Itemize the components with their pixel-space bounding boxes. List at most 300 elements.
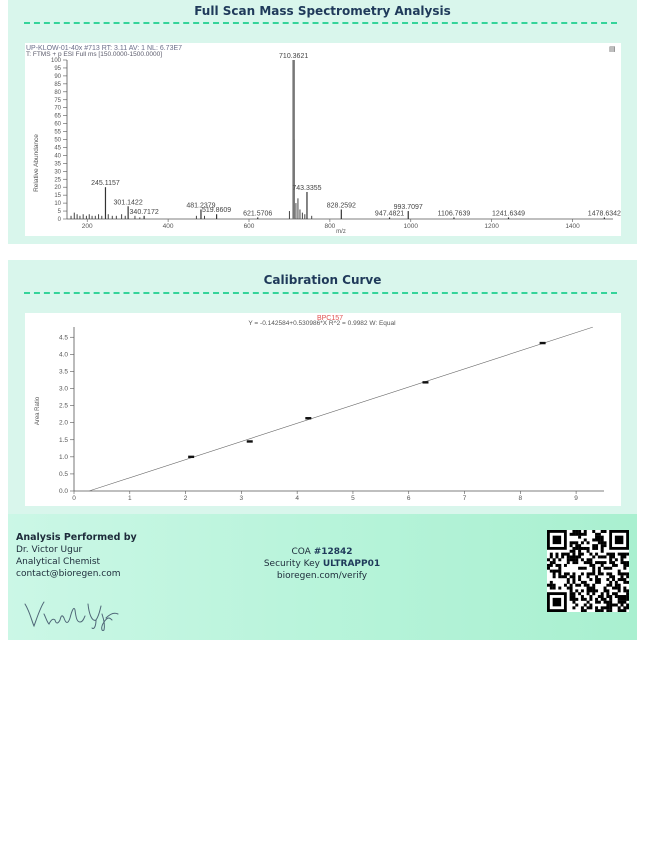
qr-module [621, 601, 624, 604]
qr-module [592, 538, 595, 541]
ms-peak-label: 1106.7639 [437, 210, 471, 218]
qr-module [609, 572, 612, 575]
qr-module [558, 587, 561, 590]
ms-peak-label: 621.5706 [243, 210, 273, 218]
qr-module [570, 550, 573, 553]
qr-module [581, 609, 584, 612]
ms-y-tick-label: 30 [54, 169, 61, 176]
qr-module [570, 587, 573, 590]
qr-module [570, 555, 573, 558]
qr-module [595, 538, 598, 541]
qr-module [553, 572, 556, 575]
qr-module [575, 598, 578, 601]
qr-module [575, 533, 578, 536]
qr-module [604, 598, 607, 601]
qr-module [623, 555, 626, 558]
qr-module [587, 558, 590, 561]
qr-module [572, 553, 575, 556]
qr-module [623, 598, 626, 601]
ms-header-line2: T: FTMS + p ESI Full ms [150.0000-1500.0000] [26, 51, 163, 58]
qr-module [598, 538, 601, 541]
qr-module [609, 558, 612, 561]
qr-module [561, 553, 564, 556]
cal-x-tick-label: 5 [351, 495, 355, 502]
ms-peak-label: 743.3355 [292, 184, 322, 192]
qr-module [604, 561, 607, 564]
qr-module [612, 604, 615, 607]
qr-module [609, 553, 612, 556]
qr-module [621, 572, 624, 575]
ms-y-tick-label: 0 [57, 217, 61, 223]
qr-module [592, 555, 595, 558]
qr-module [570, 575, 573, 578]
qr-module [612, 555, 615, 558]
qr-module [553, 561, 556, 564]
qr-module [578, 533, 581, 536]
qr-module [589, 572, 592, 575]
qr-module [581, 589, 584, 592]
qr-module [601, 541, 604, 544]
qr-module [606, 609, 609, 612]
ms-y-tick-label: 90 [54, 73, 61, 80]
qr-module [584, 584, 587, 587]
cal-y-tick-label: 3.5 [58, 368, 68, 376]
cal-x-tick-label: 7 [462, 495, 467, 502]
qr-finder-core [615, 536, 623, 544]
qr-module [567, 581, 570, 584]
qr-module [609, 567, 612, 570]
qr-module [604, 555, 607, 558]
qr-module [598, 581, 601, 584]
qr-module [581, 541, 584, 544]
qr-module [589, 604, 592, 607]
qr-module [609, 598, 612, 601]
verify-url[interactable]: bioregen.com/verify [276, 571, 368, 581]
qr-module [598, 609, 601, 612]
ms-title-divider [24, 22, 617, 24]
cal-y-tick-label: 3.0 [58, 385, 68, 393]
ms-x-tick-label: 600 [243, 223, 255, 230]
qr-module [626, 592, 629, 595]
qr-module [555, 555, 558, 558]
qr-module [592, 567, 595, 570]
qr-module [609, 604, 612, 607]
cal-y-tick-label: 2.5 [58, 402, 68, 410]
ms-y-tick-label: 80 [54, 89, 61, 96]
qr-module [623, 606, 626, 609]
qr-module [578, 567, 581, 570]
qr-module [578, 530, 581, 533]
qr-module [587, 601, 590, 604]
qr-module [623, 609, 626, 612]
qr-module [601, 609, 604, 612]
qr-module [595, 561, 598, 564]
ms-title: Full Scan Mass Spectrometry Analysis [194, 4, 451, 18]
qr-module [615, 587, 618, 590]
qr-module [615, 604, 618, 607]
footer [8, 514, 637, 640]
qr-module [609, 609, 612, 612]
qr-module [604, 587, 607, 590]
qr-module [581, 547, 584, 550]
qr-module [623, 567, 626, 570]
ms-chart [25, 43, 621, 236]
cal-x-tick-label: 3 [239, 495, 244, 502]
ms-x-tick-label: 1000 [403, 223, 419, 230]
qr-module [598, 570, 601, 573]
qr-module [626, 581, 629, 584]
qr-module [626, 575, 629, 578]
qr-module [587, 547, 590, 550]
ms-peak-labels [91, 53, 621, 217]
qr-module [609, 584, 612, 587]
qr-module [572, 598, 575, 601]
qr-module [626, 572, 629, 575]
qr-module [595, 544, 598, 547]
qr-module [612, 564, 615, 567]
qr-module [572, 581, 575, 584]
cal-plot [25, 313, 621, 506]
qr-module [581, 598, 584, 601]
coa-prefix: COA [291, 547, 311, 557]
qr-module [558, 558, 561, 561]
qr-module [601, 530, 604, 533]
qr-module [626, 598, 629, 601]
qr-module [572, 606, 575, 609]
ms-peak-label: 301.1422 [113, 199, 143, 207]
ms-corner-icon[interactable]: ▤ [609, 46, 616, 53]
qr-module [621, 553, 624, 556]
ms-y-tick-label: 50 [54, 137, 61, 144]
cal-y-tick-label: 4.5 [58, 334, 68, 342]
qr-module [587, 541, 590, 544]
qr-module [578, 550, 581, 553]
qr-module [595, 606, 598, 609]
qr-module [618, 584, 621, 587]
qr-module [567, 578, 570, 581]
ms-y-tick-label: 55 [54, 129, 61, 136]
qr-module [570, 544, 573, 547]
qr-module [584, 598, 587, 601]
qr-module [575, 541, 578, 544]
qr-module [623, 561, 626, 564]
qr-module [621, 604, 624, 607]
qr-finder-core [553, 598, 561, 606]
qr-module [578, 592, 581, 595]
qr-module [618, 553, 621, 556]
qr-module [584, 604, 587, 607]
cal-x-tick-label: 1 [127, 495, 132, 502]
qr-module [550, 570, 553, 573]
qr-module [618, 570, 621, 573]
qr-module [578, 553, 581, 556]
ms-x-tick-label: 200 [81, 223, 93, 230]
qr-module [601, 572, 604, 575]
qr-module [626, 595, 629, 598]
qr-module [561, 575, 564, 578]
ms-y-tick-label: 95 [54, 65, 61, 72]
qr-module [606, 567, 609, 570]
qr-module [592, 587, 595, 590]
cal-fit-line-group [89, 327, 593, 491]
ms-peak-label: 245.1157 [91, 180, 120, 188]
qr-module [609, 595, 612, 598]
analyst-name: Dr. Victor Ugur [16, 545, 83, 555]
qr-module [589, 553, 592, 556]
qr-module [592, 572, 595, 575]
qr-module [587, 561, 590, 564]
qr-module [570, 595, 573, 598]
cal-chart [25, 313, 621, 506]
signature [22, 596, 122, 636]
performed-by-heading: Analysis Performed by [16, 532, 137, 543]
qr-module [575, 584, 578, 587]
qr-module [606, 592, 609, 595]
ms-peak-label: 481.2379 [186, 202, 216, 210]
qr-module [612, 561, 615, 564]
qr-module [570, 592, 573, 595]
ms-peak-label: 993.7097 [393, 204, 423, 212]
ms-header-line1: UP-KLOW-01-40x #713 RT: 3.11 AV: 1 NL: 6.73E7 [26, 45, 183, 52]
qr-module [547, 567, 550, 570]
qr-module [589, 578, 592, 581]
qr-module [578, 578, 581, 581]
qr-module [570, 598, 573, 601]
qr-module [623, 587, 626, 590]
qr-module [572, 533, 575, 536]
qr-module [595, 553, 598, 556]
qr-module [598, 601, 601, 604]
qr-module [547, 564, 550, 567]
qr-module [550, 555, 553, 558]
qr-module [587, 550, 590, 553]
qr-module [550, 561, 553, 564]
ms-y-tick-label: 40 [54, 153, 61, 160]
cal-y-tick-label: 1.5 [58, 436, 68, 444]
qr-module [581, 572, 584, 575]
qr-module [575, 558, 578, 561]
cal-x-tick-label: 6 [406, 495, 411, 502]
cal-y-tick-label: 1.0 [58, 453, 68, 461]
cal-y-tick-label: 2.0 [58, 419, 68, 427]
qr-module [587, 592, 590, 595]
ms-peak-label: 1478.6342 [587, 210, 621, 218]
ms-peak-label: 710.3621 [279, 53, 309, 60]
qr-module [570, 541, 573, 544]
qr-module [601, 536, 604, 539]
qr-module [601, 550, 604, 553]
qr-module [572, 561, 575, 564]
qr-module [598, 555, 601, 558]
qr-module [618, 589, 621, 592]
qr-module [589, 564, 592, 567]
qr-module [572, 558, 575, 561]
qr-module [618, 572, 621, 575]
cal-ylabel: Area Ratio [35, 396, 41, 426]
qr-module [587, 606, 590, 609]
qr-module [609, 601, 612, 604]
ms-y-tick-label: 10 [54, 201, 61, 208]
qr-module [598, 572, 601, 575]
qr-module [601, 564, 604, 567]
qr-module [606, 589, 609, 592]
ms-peak-label: 947.4821 [374, 210, 405, 218]
qr-module [581, 567, 584, 570]
qr-module [589, 587, 592, 590]
qr-module [584, 547, 587, 550]
qr-module [606, 578, 609, 581]
security-key: ULTRAPP01 [322, 559, 381, 569]
qr-module [581, 553, 584, 556]
qr-module [550, 587, 553, 590]
qr-module [595, 598, 598, 601]
qr-module [589, 589, 592, 592]
qr-module [618, 601, 621, 604]
qr-module [601, 547, 604, 550]
qr-module [558, 575, 561, 578]
qr-module [595, 609, 598, 612]
ms-x-tick-label: 1200 [484, 223, 499, 230]
qr-module [581, 606, 584, 609]
qr-module [572, 572, 575, 575]
ms-y-tick-label: 25 [54, 177, 61, 184]
qr-module [606, 553, 609, 556]
qr-module [578, 544, 581, 547]
coa-number: #12842 [313, 547, 353, 557]
qr-module [609, 575, 612, 578]
ms-y-tick-label: 15 [54, 193, 61, 200]
qr-module [564, 572, 567, 575]
qr-finder-core [553, 536, 561, 544]
analyst-role: Analytical Chemist [16, 557, 101, 567]
qr-module [598, 533, 601, 536]
qr-module [595, 589, 598, 592]
ms-peak-label: 519.8609 [201, 207, 232, 215]
qr-module [587, 589, 590, 592]
qr-module [623, 578, 626, 581]
qr-module [606, 601, 609, 604]
qr-module [623, 572, 626, 575]
qr-module [584, 609, 587, 612]
analyst-email[interactable]: contact@bioregen.com [16, 569, 121, 579]
qr-module [553, 558, 556, 561]
ms-peak-label: 1241.6349 [491, 210, 526, 218]
qr-module [578, 555, 581, 558]
qr-module [621, 575, 624, 578]
qr-module [618, 609, 621, 612]
cal-x-tick-label: 2 [183, 495, 188, 502]
qr-module [570, 584, 573, 587]
cal-y-tick-label: 0.5 [58, 470, 68, 478]
qr-module [567, 558, 570, 561]
qr-module [592, 570, 595, 573]
qr-module [609, 555, 612, 558]
qr-module [592, 547, 595, 550]
qr-module [595, 547, 598, 550]
qr-code[interactable] [547, 530, 629, 612]
qr-module [604, 601, 607, 604]
qr-module [567, 561, 570, 564]
qr-module [558, 572, 561, 575]
cal-y-tick-label: 4.0 [58, 351, 68, 359]
qr-module [589, 606, 592, 609]
qr-module [598, 536, 601, 539]
qr-module [601, 598, 604, 601]
qr-module [570, 533, 573, 536]
qr-module [553, 587, 556, 590]
qr-module [553, 584, 556, 587]
qr-module [572, 550, 575, 553]
ms-peak-label: 340.7172 [129, 208, 159, 216]
qr-module [626, 564, 629, 567]
qr-module [578, 575, 581, 578]
qr-module [626, 604, 629, 607]
qr-module [595, 581, 598, 584]
qr-module [609, 581, 612, 584]
cal-x-tick-label: 0 [72, 495, 76, 502]
qr-module [601, 606, 604, 609]
qr-module [623, 601, 626, 604]
qr-module [618, 595, 621, 598]
qr-module [604, 606, 607, 609]
qr-module [550, 581, 553, 584]
qr-module [626, 561, 629, 564]
cal-panel [8, 260, 637, 514]
qr-module [570, 558, 573, 561]
qr-module [606, 604, 609, 607]
qr-module [618, 578, 621, 581]
qr-module [575, 530, 578, 533]
qr-module [609, 561, 612, 564]
qr-module [621, 558, 624, 561]
qr-module [567, 572, 570, 575]
ms-y-tick-label: 5 [57, 209, 61, 216]
qr-module [612, 592, 615, 595]
qr-module [601, 561, 604, 564]
qr-module [621, 555, 624, 558]
qr-module [606, 606, 609, 609]
qr-module [598, 561, 601, 564]
qr-module [572, 575, 575, 578]
cal-compound: BPC157 [316, 315, 344, 322]
qr-module [564, 584, 567, 587]
qr-module [550, 584, 553, 587]
qr-module [615, 558, 618, 561]
cal-y-tick-label: 0.0 [58, 488, 68, 495]
qr-module [592, 564, 595, 567]
qr-module [555, 553, 558, 556]
qr-module [572, 530, 575, 533]
qr-module [564, 564, 567, 567]
qr-module [621, 561, 624, 564]
qr-module [601, 592, 604, 595]
cal-title-divider [24, 292, 617, 294]
qr-module [547, 558, 550, 561]
coa-line [222, 546, 422, 558]
cal-x-tick-label: 9 [574, 495, 578, 502]
qr-module [575, 555, 578, 558]
qr-module [575, 544, 578, 547]
qr-module [587, 575, 590, 578]
qr-module [558, 570, 561, 573]
qr-module [570, 589, 573, 592]
qr-module [589, 558, 592, 561]
qr-module [578, 584, 581, 587]
qr-module [618, 587, 621, 590]
qr-module [601, 538, 604, 541]
qr-module [612, 553, 615, 556]
qr-module [561, 555, 564, 558]
